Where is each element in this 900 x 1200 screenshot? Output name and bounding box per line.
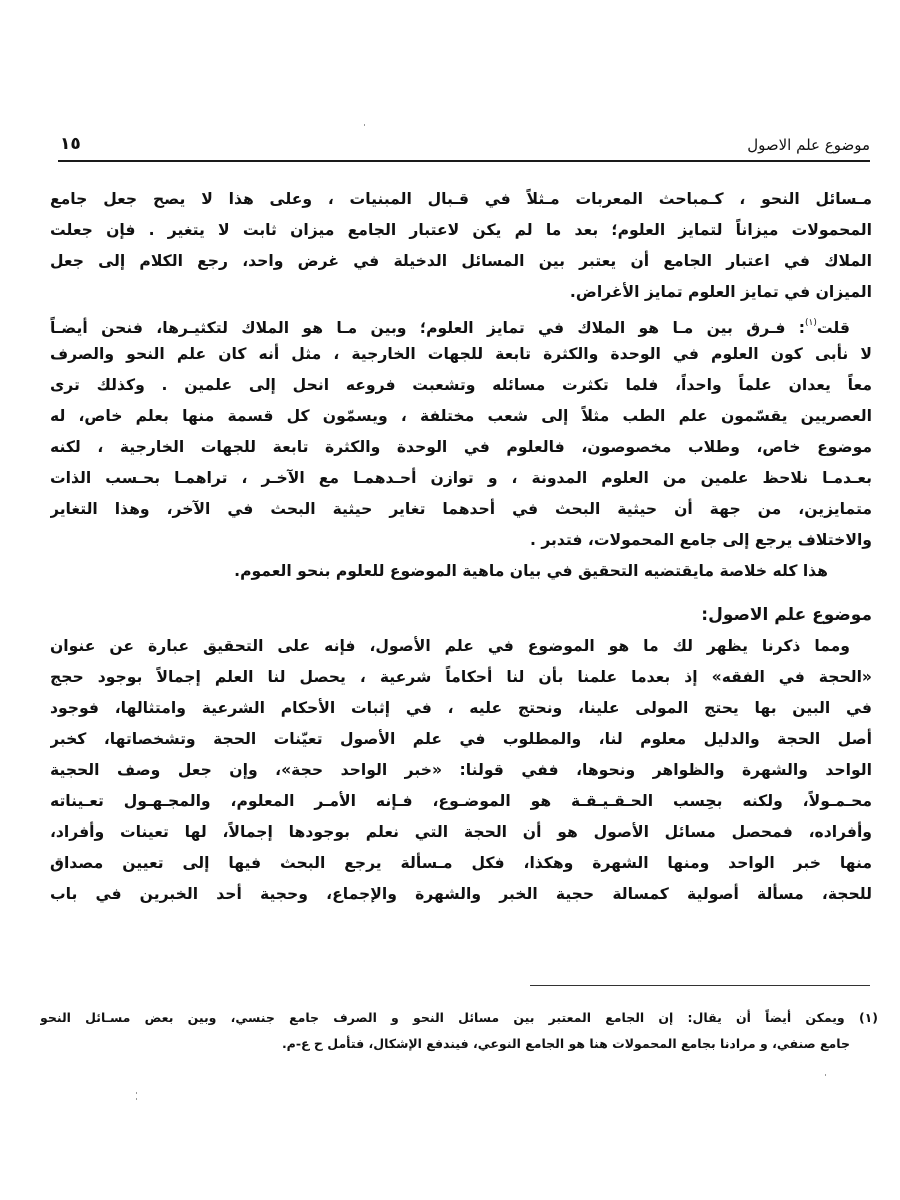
scan-speck [364, 124, 365, 126]
scan-speck [136, 1098, 137, 1100]
paragraph-4-line-5: الواحد والشهرة والظواهر ونحوها، ففي قولنا: «خبر الواحد حجة»، وإن جعل وصف الحجية [50, 761, 872, 779]
paragraph-4-line-9: للحجة، مسألة أصولية كمسالة حجية الخبر والشهرة والإجماع، وحجية أحد الخبرين في باب [50, 885, 872, 903]
scan-speck [825, 1074, 826, 1076]
paragraph-2-lead: قلت [816, 319, 850, 337]
footnote-1-line-1 [40, 1005, 878, 1031]
paragraph-4-line-1: ومما ذكرنا يظهر لك ما هو الموضوع في علم الأصول، فإنه على التحقيق عبارة عن عنوان [50, 637, 850, 655]
paragraph-4-line-4: أصل الحجة والدليل معلوم لنا، والمطلوب في علم الأصول تعيّنات الحجة وتشخصاتها، كخبر [50, 730, 872, 748]
footnote-1-marker: (١) [858, 1010, 878, 1025]
running-title: موضوع علم الاصول [747, 136, 870, 154]
paragraph-3-summary: هذا كله خلاصة مايقتضيه التحقيق في بيان ماهية الموضوع للعلوم بنحو العموم. [234, 562, 828, 580]
paragraph-4-line-7: وأفراده، فمحصل مسائل الأصول هو أن الحجة التي نعلم بوجودها إجمالاً، لها تعينات وأفراد، [50, 823, 872, 841]
paragraph-1-line-1: مـسائل النحو ، كـمباحث المعربات مـثلاً في قـبال المبنيات ، وعلى هذا لا يصح جعل جامع [50, 190, 872, 208]
paragraph-2-line-3: معاً يعدان علماً واحداً، فلما تكثرت مسائله وتشعبت فروعه انحل إلى علمين . وكذلك ترى [50, 376, 872, 394]
paragraph-4-line-8: منها خبر الواحد ومنها الشهرة وهكذا، فكل مـسألة يرجع البحث فيها إلى تعيين مصداق [50, 854, 872, 872]
paragraph-2-first-rest: : فـرق بين مـا هو الملاك في تمايز العلوم؛ وبين مـا هو الملاك لتكثيـرها، فنحن أيضـاً [50, 319, 806, 337]
running-header [58, 134, 870, 162]
footnotes [40, 1005, 878, 1057]
paragraph-4-line-6: محـمـولاً، ولكنه بحِسب الحـقـيـقـة هو الموضـوع، فـإنه الأمـر المعلوم، والمجـهـول تعـيناته [50, 792, 872, 810]
paragraph-4-line-3: في البين بها يحتج المولى علينا، ونحتج عليه ، في إثبات الأحكام الشرعية وامتثالها، فوجود [50, 699, 872, 717]
scan-speck [136, 1092, 137, 1094]
paragraph-1-line-3: الملاك في اعتبار الجامع أن يعتبر بين المسائل الدخيلة في غرض واحد، رجع الكلام إلى جعل [50, 252, 872, 270]
footnote-1-text-1: ويمكن أيضاً أن يقال: إن الجامع المعتبر بين مسائل النحو و الصرف جامع جنسي، وبين بعض مسـائل النحو [40, 1010, 845, 1025]
paragraph-2-line-2: لا نأبى كون العلوم في الوحدة والكثرة تابعة للجهات الخارجية ، مثل أنه كان علم النحو والصرف [50, 345, 872, 363]
footnote-1-line-2: جامع صنفي، و مرادنا بجامع المحمولات هنا هو الجامع النوعي، فيندفع الإشكال، فتأمل ح ع-م. [281, 1036, 850, 1051]
body-text [50, 184, 872, 910]
paragraph-2-line-6: بعـدمـا نلاحظ علمين من العلوم المدونة ، و توازن أحـدهمـا مع الآخـر ، تراهمـا بحـسب الذات [50, 469, 872, 487]
paragraph-2-line-5: موضوع خاص، وطلاب مخصوصون، فالعلوم في الوحدة والكثرة تابعة للجهات الخارجية ، لكنه [50, 438, 872, 456]
paragraph-2-line-1 [50, 308, 872, 339]
footnote-separator [530, 985, 870, 986]
paragraph-2-line-8: والاختلاف يرجع إلى جامع المحمولات، فتدبر . [530, 531, 872, 549]
paragraph-1-line-4: الميزان في تمايز العلوم تمايز الأغراض. [569, 283, 872, 301]
footnote-reference-1[interactable]: (١) [805, 318, 817, 328]
page-number: ١٥ [60, 134, 81, 154]
section-heading: موضوع علم الاصول: [701, 605, 872, 625]
paragraph-1-line-2: المحمولات ميزاناً لتمايز العلوم؛ بعد ما لم يكن لاعتبار الجامع ميزان ثابت لا يتغير . فإن جعلت [50, 221, 872, 239]
paragraph-4-line-2: «الحجة في الفقه» إذ بعدما علمنا بأن لنا أحكاماً شرعية ، يحصل لنا العلم إجمالاً بوجود حجج [50, 668, 872, 686]
paragraph-2-line-4: العصريين يقسّمون علم الطب مثلاً إلى شعب مختلفة ، ويسمّون كل قسمة منها بعلم خاص، له [50, 407, 872, 425]
paragraph-2-line-7: متمايزين، من جهة أن حيثية البحث في أحدهما تغاير حيثية البحث في الآخر، وهذا التغاير [50, 500, 872, 518]
